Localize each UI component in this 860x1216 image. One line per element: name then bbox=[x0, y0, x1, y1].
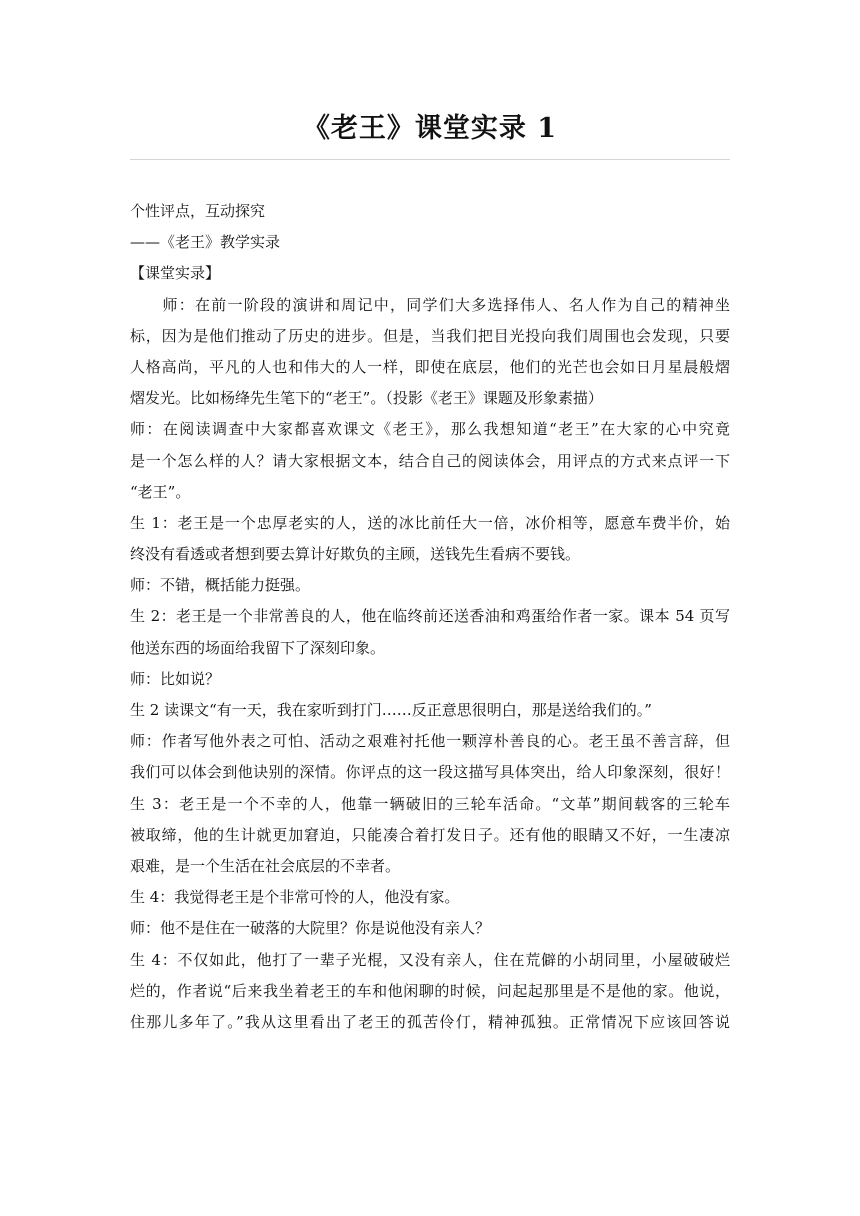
body-line: 生 4：不仅如此，他打了一辈子光棍，又没有亲人，住在荒僻的小胡同里，小屋破破烂 bbox=[130, 950, 730, 969]
body-line: 终没有看透或者想到要去算计好欺负的主顾，送钱先生看病不要钱。 bbox=[130, 545, 581, 564]
body-line: 生 3：老王是一个不幸的人，他靠一辆破旧的三轮车活命。“文革”期间载客的三轮车 bbox=[130, 794, 730, 813]
body-line: 我们可以体会到他诀别的深情。你评点的这一段这描写具体突出，给人印象深刻，很好！ bbox=[130, 763, 730, 782]
document-title: 《老王》课堂实录 1 bbox=[302, 113, 558, 144]
body-line: 生 1：老王是一个忠厚老实的人，送的冰比前任大一倍，冰价相等，愿意车费半价，始 bbox=[130, 513, 730, 532]
body-line: 艰难，是一个生活在社会底层的不幸者。 bbox=[130, 856, 401, 875]
section-heading: 【课堂实录】 bbox=[130, 264, 221, 283]
body-line: 师：他不是住在一破落的大院里？你是说他没有亲人？ bbox=[130, 919, 491, 938]
body-line: 被取缔，他的生计就更加窘迫，只能凑合着打发日子。还有他的眼睛又不好，一生凄凉 bbox=[130, 825, 730, 844]
body-line: 师：在前一阶段的演讲和周记中，同学们大多选择伟人、名人作为自己的精神坐 bbox=[130, 295, 730, 314]
title-divider bbox=[130, 159, 730, 160]
document-body bbox=[130, 196, 730, 1038]
body-line: 是一个怎么样的人？请大家根据文本，结合自己的阅读体会，用评点的方式来点评一下 bbox=[130, 451, 730, 470]
body-line: 生 2：老王是一个非常善良的人，他在临终前还送香油和鸡蛋给作者一家。课本 54 页写 bbox=[130, 607, 730, 626]
body-line: 个性评点，互动探究 bbox=[130, 202, 266, 220]
body-line: 住那儿多年了。”我从这里看出了老王的孤苦伶仃，精神孤独。正常情况下应该回答说 bbox=[130, 1012, 730, 1031]
body-line: 师：作者写他外表之可怕、活动之艰难衬托他一颗淳朴善良的心。老王虽不善言辞，但 bbox=[130, 732, 730, 751]
body-line: 生 2 读课文“有一天，我在家听到打门……反正意思很明白，那是送给我们的。” bbox=[130, 701, 652, 719]
body-line: 师：在阅读调查中大家都喜欢课文《老王》，那么我想知道“老王”在大家的心中究竟 bbox=[130, 420, 730, 439]
body-line: 熠发光。比如杨绛先生笔下的“老王”。（投影《老王》课题及形象素描） bbox=[130, 389, 603, 408]
body-line: 烂的，作者说“后来我坐着老王的车和他闲聊的时候，问起起那里是不是他的家。他说， bbox=[130, 981, 730, 1000]
body-line: 师：不错，概括能力挺强。 bbox=[130, 576, 311, 595]
body-line: “老王”。 bbox=[130, 482, 191, 501]
body-line: 标，因为是他们推动了历史的进步。但是，当我们把目光投向我们周围也会发现，只要 bbox=[130, 326, 730, 345]
body-line: 人格高尚，平凡的人也和伟大的人一样，即使在底层，他们的光芒也会如日月星晨般熠 bbox=[130, 357, 730, 376]
body-line: 师：比如说？ bbox=[130, 669, 221, 688]
body-line: 他送东西的场面给我留下了深刻印象。 bbox=[130, 638, 386, 657]
body-line: ——《老王》教学实录 bbox=[130, 233, 281, 252]
body-line: 生 4：我觉得老王是个非常可怜的人，他没有家。 bbox=[130, 888, 460, 907]
